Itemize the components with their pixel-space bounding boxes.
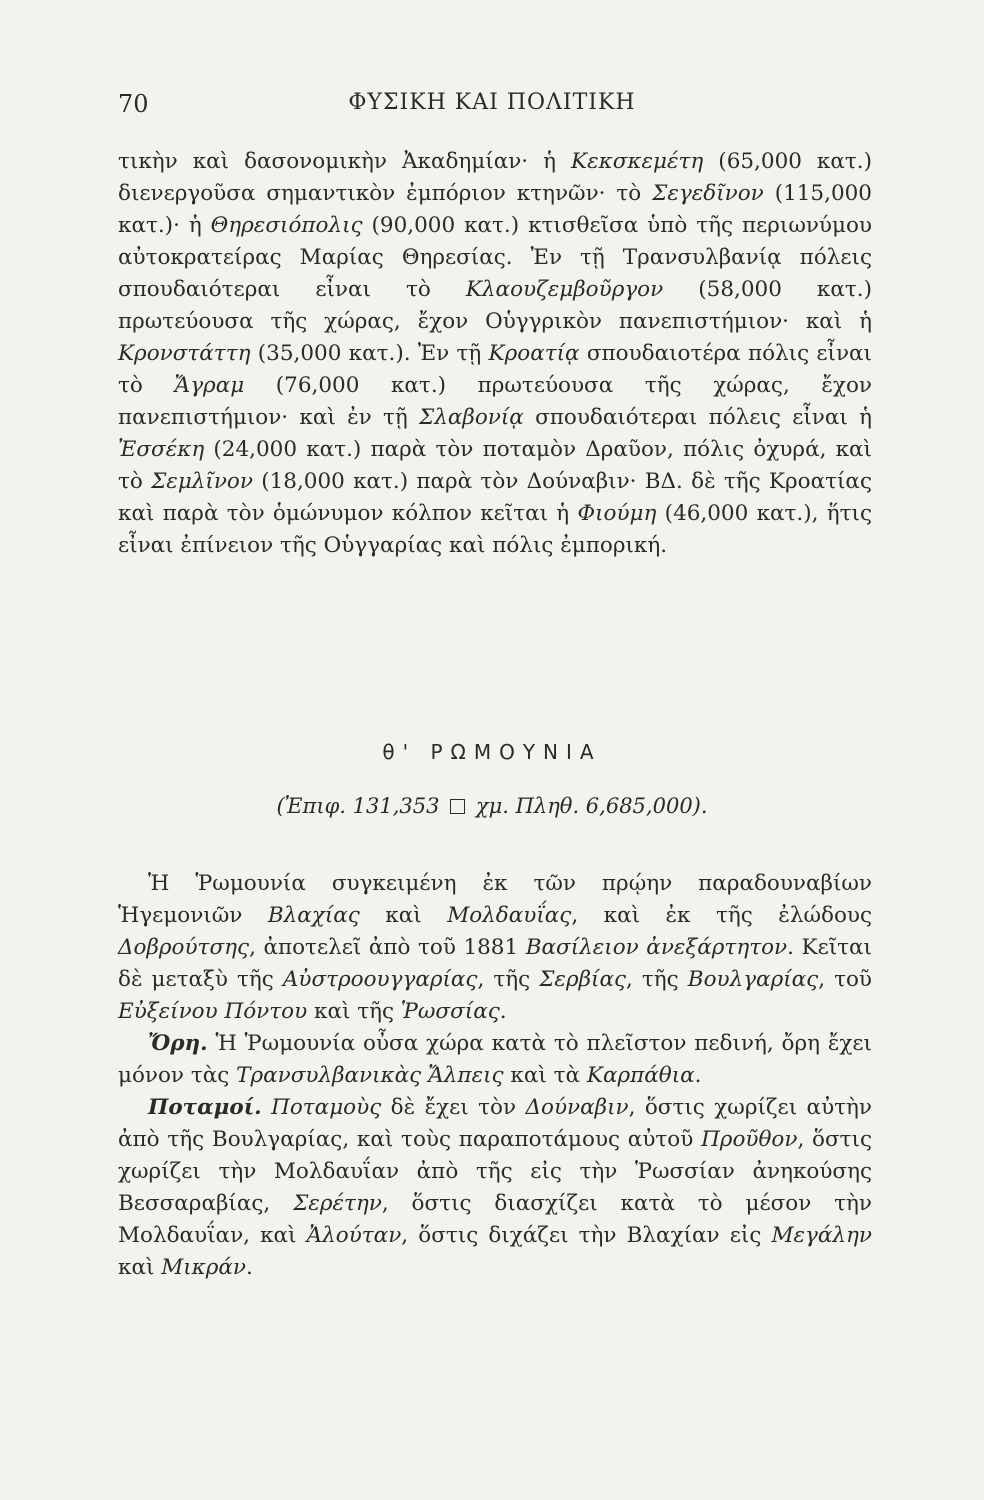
paragraph-mountains: Ὄρη. Ἡ Ῥωμουνία οὖσα χώρα κατὰ τὸ πλεῖστον πεδινή, ὄρη ἔχει μόνον τὰς Τρανσυλβανικὰς Ἄλπεις καὶ τὰ Καρπάθια. <box>118 1031 872 1088</box>
section-body <box>118 868 872 1284</box>
heading-mountains: Ὄρη. <box>148 1031 208 1056</box>
section-title: θ' ΡΩΜΟΥΝΙΑ <box>382 740 602 764</box>
section-stats: (Ἐπιφ. 131,353 χμ. Πληθ. 6,685,000). <box>276 794 708 818</box>
page-header <box>118 90 866 130</box>
heading-rivers: Ποταμοί. <box>148 1095 262 1120</box>
paragraph-hungary-cities: τικὴν καὶ δασονομικὴν Ἀκαδημίαν· ἡ Κεκσκεμέτη (65,000 κατ.) διενεργοῦσα σημαντικὸν ἐμπόριον κτηνῶν· τὸ Σεγεδῖνον (115,000 κατ.)· ἡ Θηρεσιόπολις (90,000 κατ.) κτισθεῖσα ὑπὸ τῆς περιωνύμου αὐτοκρατείρας Μαρίας Θηρεσίας. Ἐν τῇ Τρανσυλβανίᾳ πόλεις σπουδαιότεραι εἶναι τὸ Κλαουζεμβοῦργον (58,000 κατ.) πρωτεύουσα τῆς χώρας, ἔχον Οὑγγρικὸν πανεπιστήμιον· καὶ ἡ Κρονστάττη (35,000 κατ.). Ἐν τῇ Κροατίᾳ σπουδαιοτέρα πόλις εἶναι τὸ Ἄγραμ (76,000 κατ.) πρωτεύουσα τῆς χώρας, ἔχον πανεπιστήμιον· καὶ ἐν τῇ Σλαβονίᾳ σπουδαιότεραι πόλεις εἶναι ἡ Ἐσσέκη (24,000 κατ.) παρὰ τὸν ποταμὸν Δραῦον, πόλις ὀχυρά, καὶ τὸ Σεμλῖνον (18,000 κατ.) παρὰ τὸν Δούναβιν· ΒΔ. δὲ τῆς Κροατίας καὶ παρὰ τὸν ὁμώνυμον κόλπον κεῖται ἡ Φιούμη (46,000 κατ.), ἥτις εἶναι ἐπίνειον τῆς Οὑγγαρίας καὶ πόλις ἐμπορική. <box>118 149 873 558</box>
page-number: 70 <box>118 90 149 118</box>
square-symbol-icon <box>450 799 465 814</box>
paragraph-rivers: Ποταμοί. Ποταμοὺς δὲ ἔχει τὸν Δούναβιν, ὅστις χωρίζει αὐτὴν ἀπὸ τῆς Βουλγαρίας, καὶ τοὺς παραποτάμους αὐτοῦ Προῦθον, ὅστις χωρίζει τὴν Μολδαυΐαν ἀπὸ τῆς εἰς τὴν Ῥωσσίαν ἀνηκούσης Βεσσαραβίας, Σερέτην, ὅστις διασχίζει κατὰ τὸ μέσον τὴν Μολδαυΐαν, καὶ Ἀλούταν, ὅστις διχάζει τὴν Βλαχίαν εἰς Μεγάλην καὶ Μικράν. <box>118 1095 873 1280</box>
paragraph-romania-intro: Ἡ Ῥωμουνία συγκειμένη ἐκ τῶν πρῴην παραδουναβίων Ἡγεμονιῶν Βλαχίας καὶ Μολδαυΐας, καὶ ἐκ τῆς ἐλώδους Δοβρούτσης, ἀποτελεῖ ἀπὸ τοῦ 1881 Βασίλειον ἀνεξάρτητον. Κεῖται δὲ μεταξὺ τῆς Αὐστροουγγαρίας, τῆς Σερβίας, τῆς Βουλγαρίας, τοῦ Εὐξείνου Πόντου καὶ τῆς Ῥωσσίας. <box>118 871 872 1024</box>
running-head: ΦΥΣΙΚΗ ΚΑΙ ΠΟΛΙΤΙΚΗ <box>348 90 636 115</box>
